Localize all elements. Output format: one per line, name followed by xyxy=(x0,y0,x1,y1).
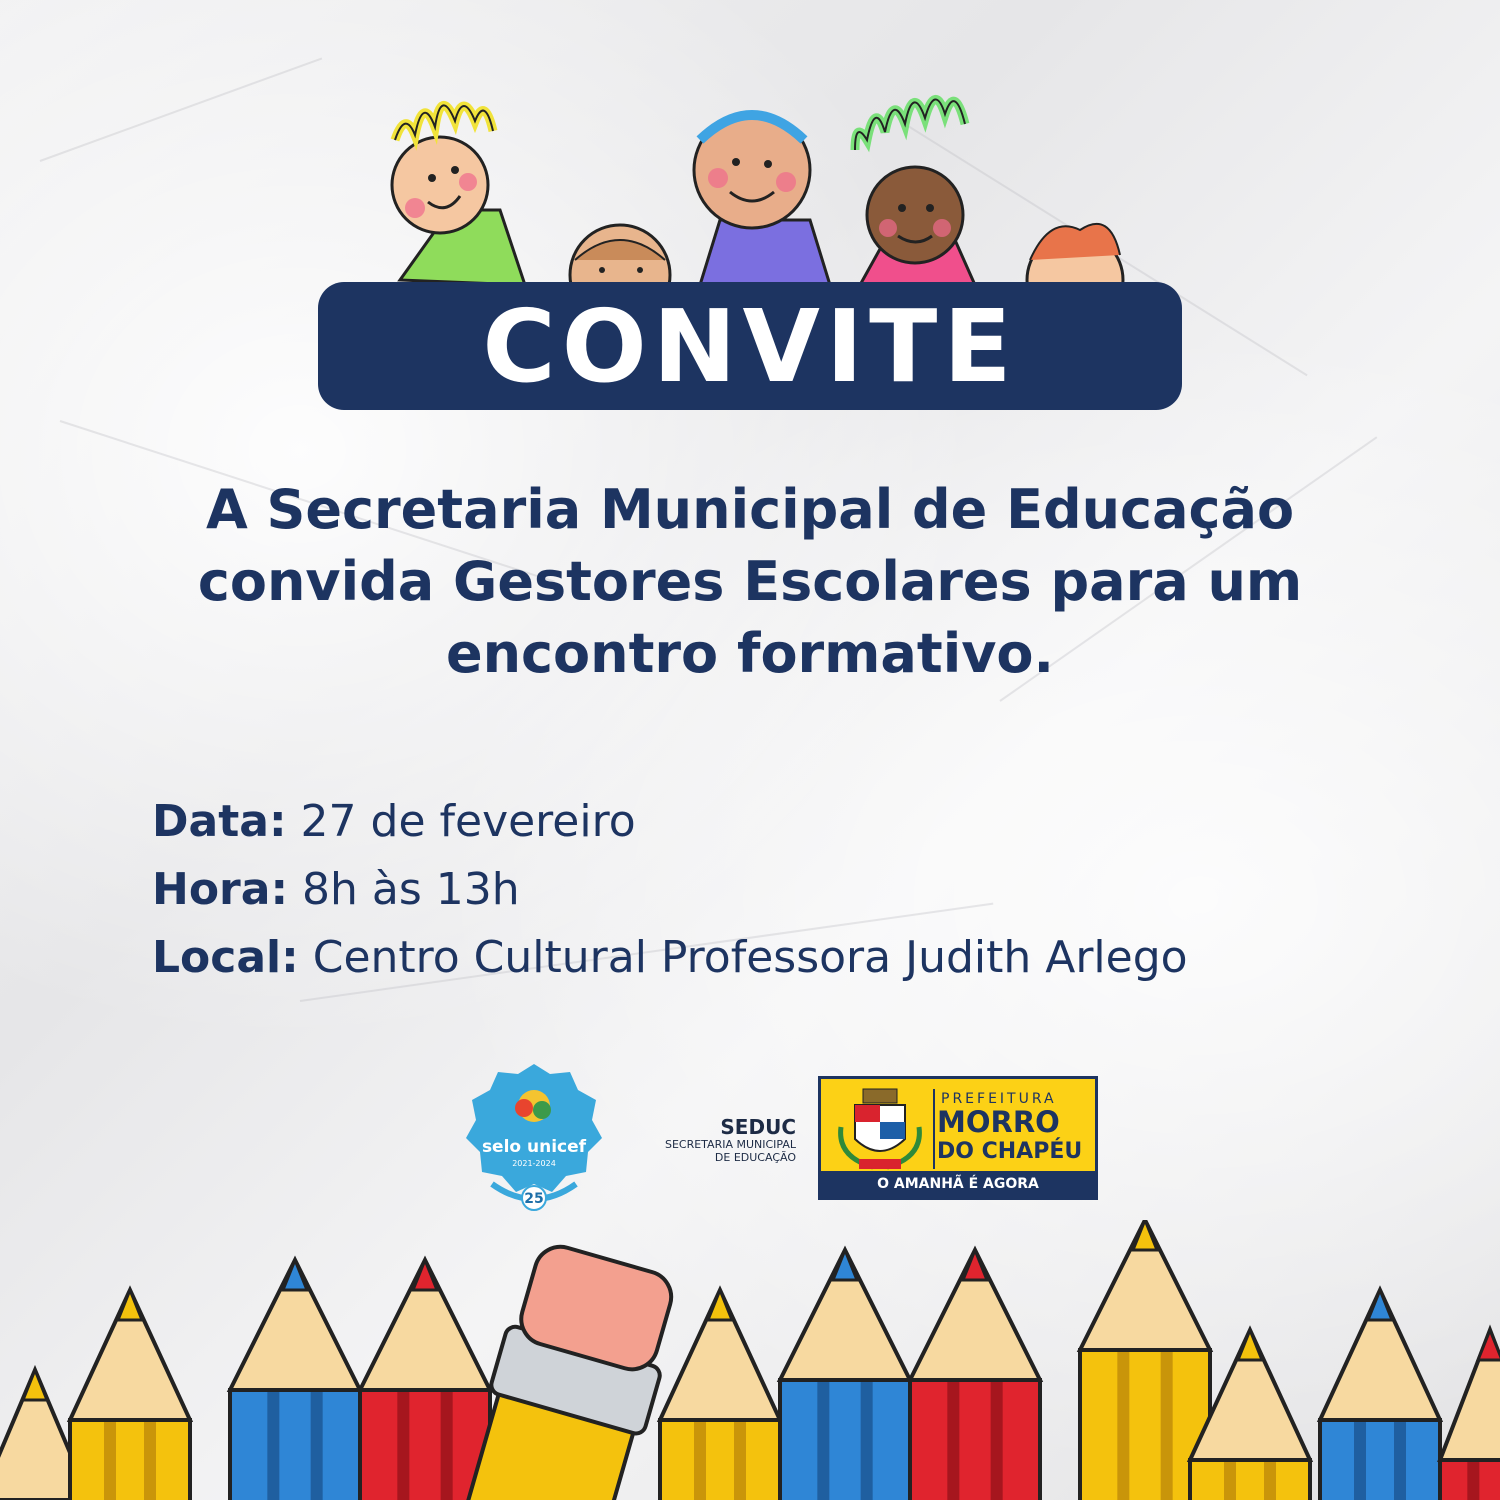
pencil xyxy=(660,1290,780,1500)
detail-location xyxy=(152,924,1452,992)
logos-row xyxy=(0,1060,1500,1220)
prefeitura-logo xyxy=(818,1076,1098,1200)
intro-text xyxy=(100,474,1400,690)
convite-banner xyxy=(318,282,1182,410)
pencil-row xyxy=(0,1220,1500,1500)
pencil xyxy=(70,1290,190,1500)
intro-line: encontro formativo. xyxy=(445,622,1055,685)
logo-divider xyxy=(933,1089,935,1169)
seduc-title: SEDUC xyxy=(720,1115,796,1139)
kid-blue-hair xyxy=(694,112,830,285)
detail-value: 8h às 13h xyxy=(302,864,520,915)
intro-line: A Secretaria Municipal de Educação xyxy=(205,478,1295,541)
pencil xyxy=(780,1250,910,1500)
detail-label: Data: xyxy=(152,796,287,847)
paper-crease xyxy=(40,57,323,161)
detail-label: Hora: xyxy=(152,864,289,915)
prefeitura-slogan: O AMANHÃ É AGORA xyxy=(821,1171,1095,1197)
detail-date xyxy=(152,788,1452,856)
seduc-logo xyxy=(630,1116,796,1164)
pencil xyxy=(1320,1290,1440,1500)
detail-label: Local: xyxy=(152,932,299,983)
prefeitura-label: PREFEITURA xyxy=(941,1091,1057,1107)
city-crest-icon xyxy=(833,1087,927,1173)
city-name-line2: DO CHAPÉU xyxy=(937,1139,1083,1164)
kid-green-hair xyxy=(855,99,975,285)
seduc-sub-line: DE EDUCAÇÃO xyxy=(714,1151,796,1164)
selo-unicef-logo xyxy=(462,1060,606,1212)
detail-value: Centro Cultural Professora Judith Arlego xyxy=(312,932,1188,983)
intro-line: convida Gestores Escolares para um xyxy=(197,550,1303,613)
kids-illustration xyxy=(340,70,1160,310)
city-name-line1: MORRO xyxy=(937,1105,1060,1139)
pencils-border xyxy=(0,1220,1500,1500)
unicef-badge: 25 xyxy=(524,1191,544,1207)
pencil xyxy=(230,1260,360,1500)
event-details xyxy=(152,788,1452,992)
unicef-text: selo unicef xyxy=(481,1137,587,1157)
seduc-sub-line: SECRETARIA MUNICIPAL xyxy=(664,1138,796,1151)
kid-yellow-hair xyxy=(392,105,525,285)
seduc-subtitle xyxy=(630,1138,796,1164)
banner-title: CONVITE xyxy=(482,287,1018,405)
detail-time xyxy=(152,856,1452,924)
pencil xyxy=(1440,1330,1500,1500)
pencil xyxy=(910,1250,1040,1500)
pencil xyxy=(360,1260,490,1500)
detail-value: 27 de fevereiro xyxy=(300,796,636,847)
unicef-years: 2021-2024 xyxy=(512,1159,556,1168)
